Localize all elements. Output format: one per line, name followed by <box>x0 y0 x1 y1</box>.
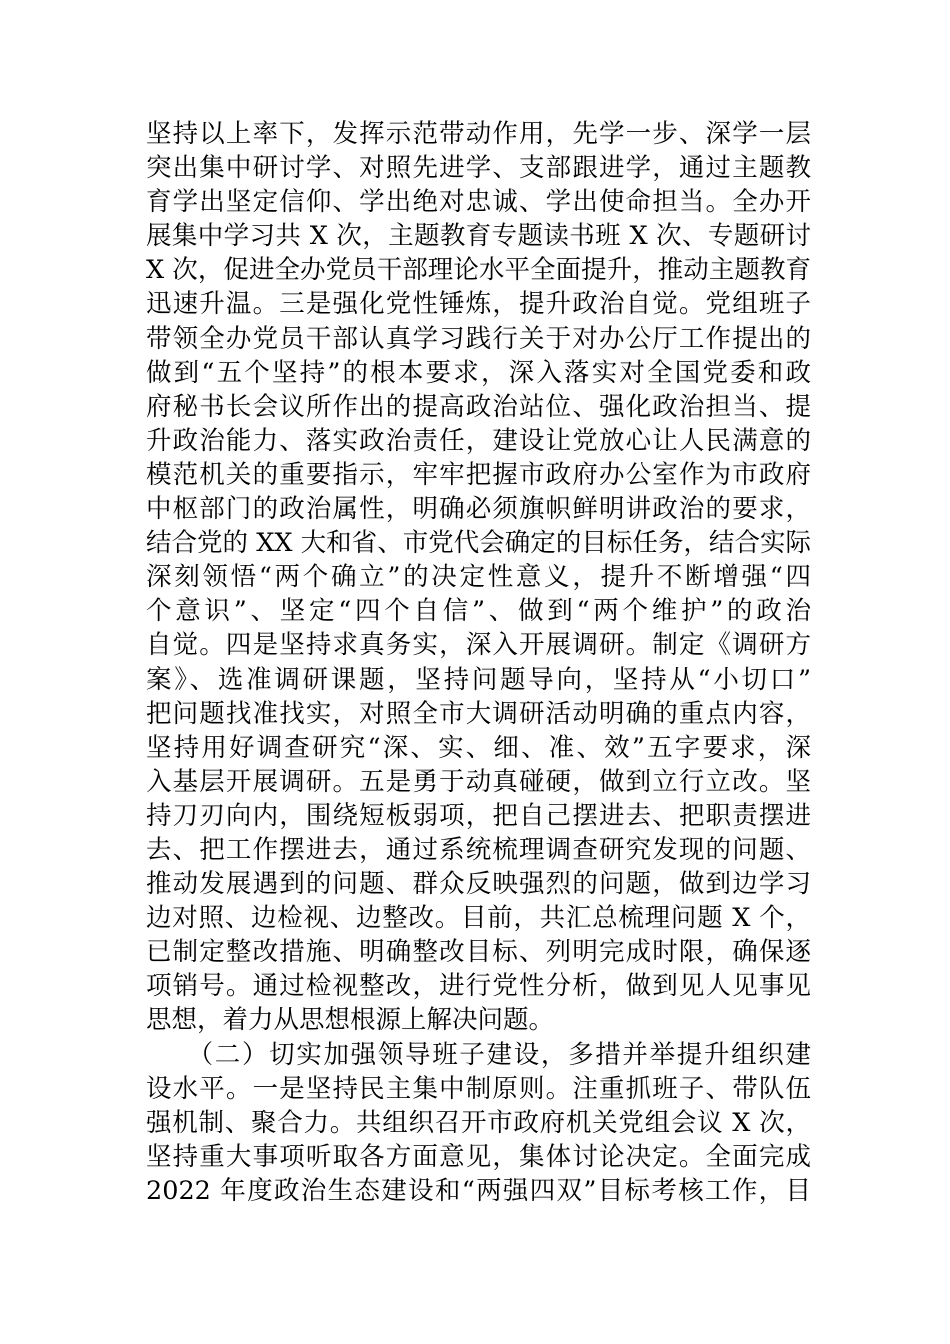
text-line: 坚持重大事项听取各方面意见，集体讨论决定。全面完成 <box>146 1141 811 1172</box>
text-line: 做到“五个坚持”的根本要求，深入落实对全国党委和政 <box>146 357 811 388</box>
text-line: 坚持用好调查研究“深、实、细、准、效”五字要求，深 <box>146 732 811 763</box>
text-line: 强机制、聚合力。共组织召开市政府机关党组会议 X 次， <box>146 1107 811 1138</box>
text-line: 深刻领悟“两个确立”的决定性意义，提升不断增强“四 <box>146 562 811 593</box>
text-line: 坚持以上率下，发挥示范带动作用，先学一步、深学一层 <box>146 119 811 149</box>
text-line: 设水平。一是坚持民主集中制原则。注重抓班子、带队伍 <box>146 1073 811 1104</box>
text-line: 推动发展遇到的问题、群众反映强烈的问题，做到边学习 <box>146 869 811 900</box>
text-line: 2022 年度政治生态建设和“两强四双”目标考核工作，目 <box>146 1175 811 1206</box>
text-line: 持刀刃向内，围绕短板弱项，把自己摆进去、把职责摆进 <box>146 800 811 831</box>
text-line: 把问题找准找实，对照全市大调研活动明确的重点内容， <box>146 698 811 729</box>
text-line: 中枢部门的政治属性，明确必须旗帜鲜明讲政治的要求， <box>146 494 811 525</box>
text-line: 突出集中研讨学、对照先进学、支部跟进学，通过主题教 <box>146 153 811 184</box>
text-line: 府秘书长会议所作出的提高政治站位、强化政治担当、提 <box>146 391 811 422</box>
text-line: 模范机关的重要指示，牢牢把握市政府办公室作为市政府 <box>146 459 811 490</box>
text-line: 自觉。四是坚持求真务实，深入开展调研。制定《调研方 <box>146 630 811 661</box>
text-line: 结合党的 XX 大和省、市党代会确定的目标任务，结合实际 <box>146 528 811 559</box>
text-line: 个意识”、坚定“四个自信”、做到“两个维护”的政治 <box>146 596 811 627</box>
section-heading-line: （二）切实加强领导班子建设，多措并举提升组织建 <box>146 1039 811 1070</box>
text-line: 边对照、边检视、边整改。目前，共汇总梳理问题 X 个， <box>146 903 811 934</box>
text-line: 带领全办党员干部认真学习践行关于对办公厅工作提出的 <box>146 323 811 354</box>
text-line: 项销号。通过检视整改，进行党性分析，做到见人见事见 <box>146 971 811 1002</box>
text-line: 展集中学习共 X 次，主题教育专题读书班 X 次、专题研讨 <box>146 221 811 252</box>
text-line: 案》、选准调研课题，坚持问题导向，坚持从“小切口” <box>146 664 811 695</box>
text-line: 去、把工作摆进去，通过系统梳理调查研究发现的问题、 <box>146 834 811 865</box>
text-line: 育学出坚定信仰、学出绝对忠诚、学出使命担当。全办开 <box>146 187 811 218</box>
text-line: 入基层开展调研。五是勇于动真碰硬，做到立行立改。坚 <box>146 766 811 797</box>
text-line: X 次，促进全办党员干部理论水平全面提升，推动主题教育 <box>146 255 811 286</box>
body-text <box>146 117 811 1208</box>
text-line: 思想，着力从思想根源上解决问题。 <box>146 1005 555 1036</box>
text-line: 已制定整改措施、明确整改目标、列明完成时限，确保逐 <box>146 937 811 968</box>
text-line: 迅速升温。三是强化党性锤炼，提升政治自觉。党组班子 <box>146 289 811 320</box>
text-line: 升政治能力、落实政治责任，建设让党放心让人民满意的 <box>146 425 811 456</box>
